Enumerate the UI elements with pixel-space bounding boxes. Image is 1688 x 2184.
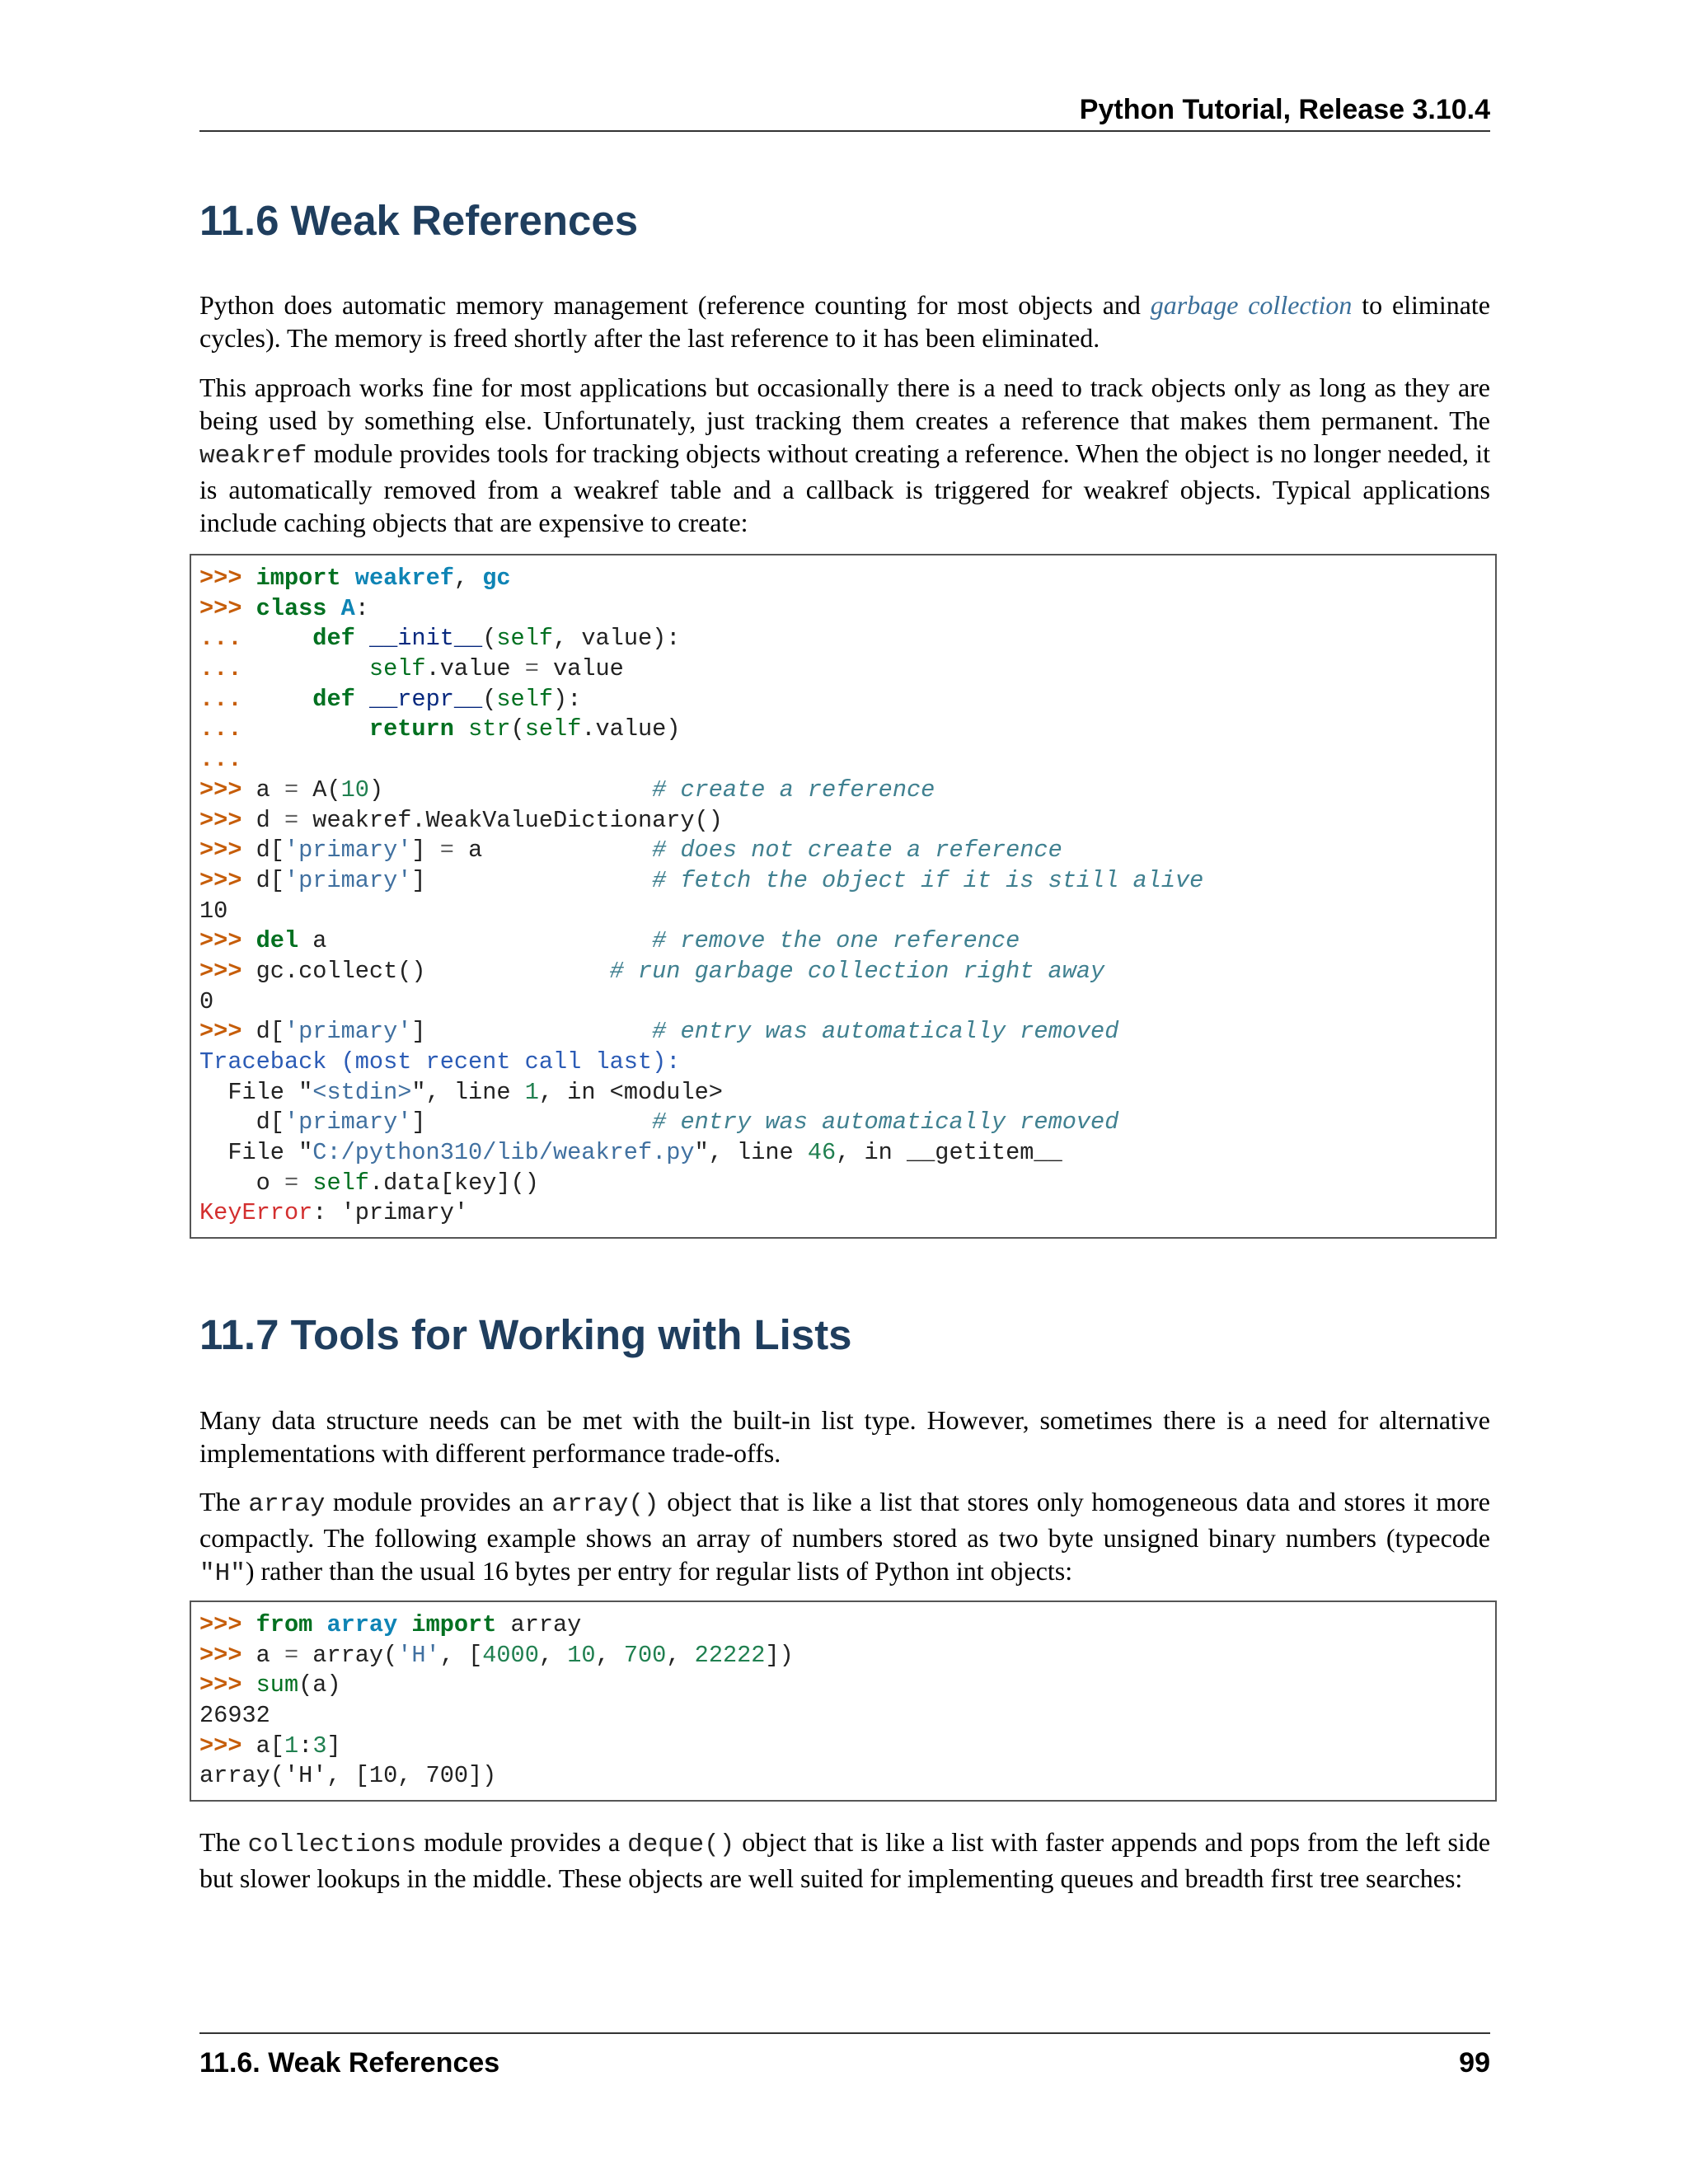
code-line: >>> d = weakref.WeakValueDictionary() bbox=[199, 806, 723, 834]
code-traceback-line: File "C:/python310/lib/weakref.py", line 46, in __getitem__ bbox=[199, 1139, 1062, 1167]
running-footer bbox=[199, 2032, 1490, 2079]
code-output-line: 0 bbox=[199, 987, 214, 1015]
section-heading-weak-references: 11.6 Weak References bbox=[199, 197, 639, 244]
code-line: ... def __repr__(self): bbox=[199, 685, 582, 713]
code-line: >>> from array import array bbox=[199, 1611, 582, 1638]
section-heading-tools-for-lists: 11.7 Tools for Working with Lists bbox=[199, 1311, 852, 1358]
paragraph-list-alternatives: Many data structure needs can be met with the built-in list type. However, sometimes there is a need for alternative implementations with different performance trade-offs. bbox=[199, 1405, 1490, 1468]
code-line: ... bbox=[199, 746, 242, 774]
code-line: >>> import weakref, gc bbox=[199, 565, 511, 592]
code-traceback-line: d['primary'] # entry was automatically removed bbox=[199, 1108, 1119, 1137]
code-line: >>> gc.collect() # run garbage collection right away bbox=[199, 957, 1105, 985]
code-line: >>> sum(a) bbox=[199, 1671, 341, 1699]
page-number: 99 bbox=[1459, 2047, 1490, 2079]
code-output-line: 26932 bbox=[199, 1702, 270, 1730]
link-garbage-collection[interactable]: garbage collection bbox=[1150, 290, 1353, 320]
code-line: >>> d['primary'] # entry was automatically removed bbox=[199, 1018, 1119, 1046]
code-traceback-line: o = self.data[key]() bbox=[199, 1169, 539, 1197]
code-line: >>> a[1:3] bbox=[199, 1732, 341, 1760]
paragraph-weakref-intro: This approach works fine for most applications but occasionally there is a need to track objects only as long as they are being used by something else. Unfortunately, just tracking them creates a reference that makes them permanent. The weakref module provides tools for tracking objects without creating a reference. When the object is no longer needed, it is automatically removed from a weakref table and a callback is triggered for weakref objects. Typical applications include caching objects that are expensive to create: bbox=[199, 373, 1490, 537]
header-title: Python Tutorial, Release 3.10.4 bbox=[1079, 94, 1490, 125]
code-traceback-line: Traceback (most recent call last): bbox=[199, 1048, 681, 1076]
paragraph-array-module: The array module provides an array() object that is like a list that stores only homogeneous data and stores it more compactly. The following example shows an array of numbers stored as two byte unsigned binary numbers (typecode "H") rather than the usual 16 bytes per entry for regular lists of Python int objects: bbox=[199, 1487, 1490, 1588]
code-block-array-example bbox=[190, 1601, 1497, 1802]
paragraph-collections-deque: The collections module provides a deque() object that is like a list with faster appends and pops from the left side but slower lookups in the middle. These objects are well suited for implementing queues and breadth first tree searches: bbox=[199, 1827, 1491, 1893]
footer-section-title: 11.6. Weak References bbox=[199, 2047, 500, 2079]
paragraph-memory-management: Python does automatic memory management (reference counting for most objects and garbage collection to eliminate cycles). The memory is freed shortly after the last reference to it has been eliminated. bbox=[199, 290, 1491, 353]
code-line: >>> d['primary'] # fetch the object if it is still alive bbox=[199, 866, 1204, 894]
code-line: ... def __init__(self, value): bbox=[199, 625, 681, 653]
code-output-line: array('H', [10, 700]) bbox=[199, 1762, 497, 1790]
code-line: ... self.value = value bbox=[199, 655, 624, 683]
code-line: >>> a = array('H', [4000, 10, 700, 22222]) bbox=[199, 1641, 794, 1669]
code-line: >>> class A: bbox=[199, 594, 369, 622]
running-header bbox=[199, 92, 1490, 132]
code-traceback-line: File "<stdin>", line 1, in <module> bbox=[199, 1078, 723, 1106]
code-line: ... return str(self.value) bbox=[199, 715, 681, 743]
code-output-line: 10 bbox=[199, 897, 228, 925]
code-error-line: KeyError: 'primary' bbox=[199, 1199, 469, 1227]
code-block-weakref-example bbox=[190, 554, 1497, 1239]
code-line: >>> a = A(10) # create a reference bbox=[199, 776, 935, 804]
code-line: >>> d['primary'] = a # does not create a reference bbox=[199, 837, 1062, 865]
code-line: >>> del a # remove the one reference bbox=[199, 927, 1020, 955]
